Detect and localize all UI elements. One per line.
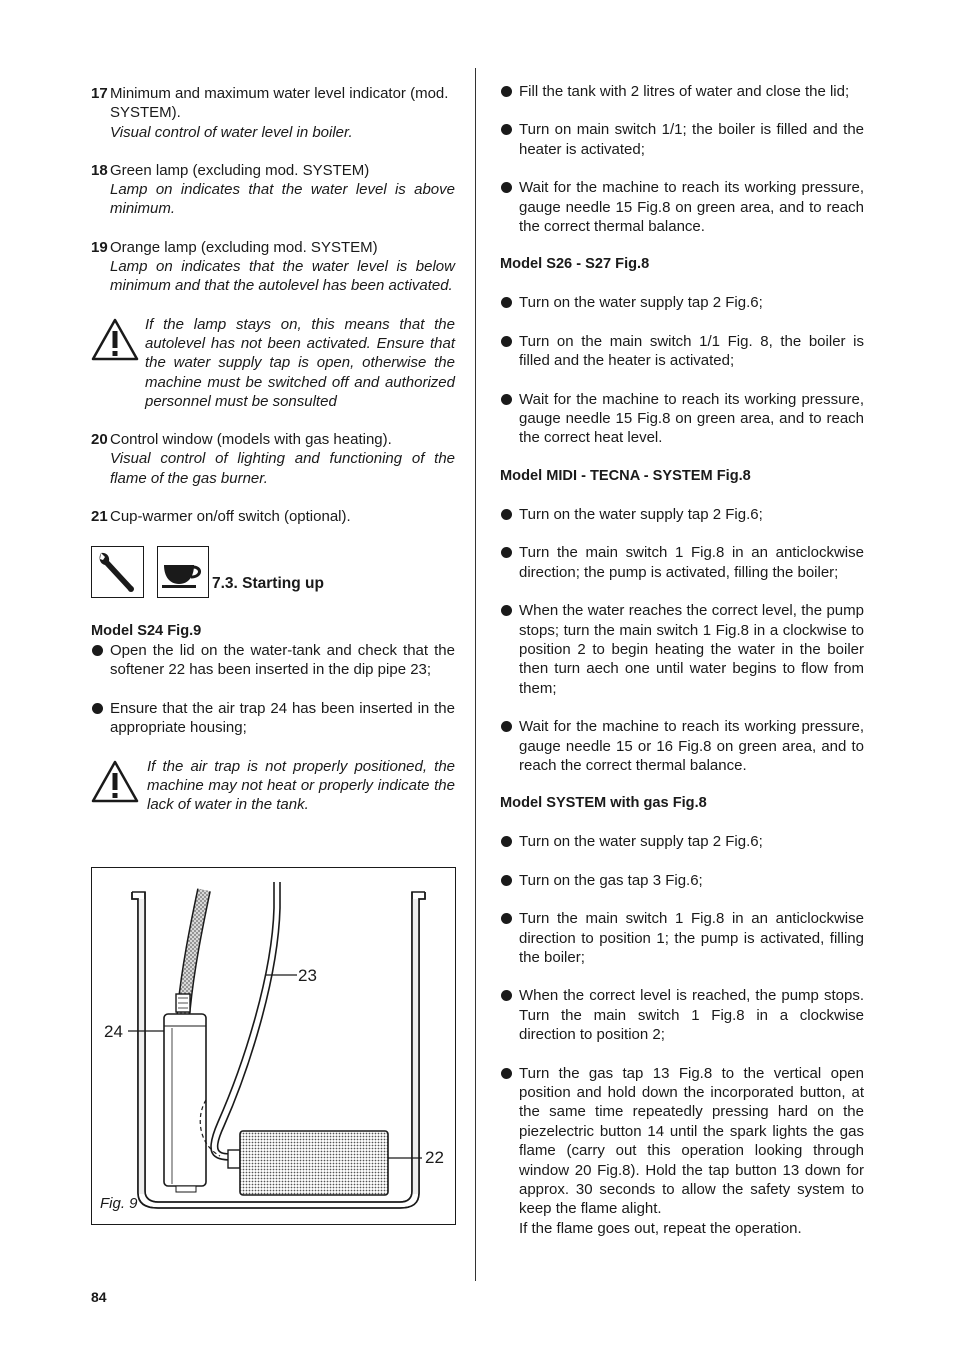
warning-text: If the lamp stays on, this means that the autolevel has not been activated. Ensure that the water supply tap is open, otherwise the machine must be switched off and authorized personnel must be sonsulted bbox=[145, 315, 455, 410]
list-item: Wait for the machine to reach its working pressure, gauge needle 15 Fig.8 on green area, and to reach the correct heat level. bbox=[500, 390, 864, 448]
left-column bbox=[91, 84, 455, 526]
item-number: 20 bbox=[91, 431, 108, 449]
item-desc: Lamp on indicates that the water level is below minimum and that the autolevel has been activated. bbox=[110, 258, 455, 295]
item-20 bbox=[91, 430, 455, 488]
figure-caption: Fig. 9 bbox=[100, 1195, 138, 1212]
list-item: Turn on the water supply tap 2 Fig.6; bbox=[500, 832, 864, 851]
item-title-cont: SYSTEM). bbox=[110, 104, 181, 122]
model-midi-heading: Model MIDI - TECNA - SYSTEM Fig.8 bbox=[500, 467, 751, 484]
item-title: Orange lamp (excluding mod. SYSTEM) bbox=[110, 238, 378, 256]
gas-final-note: If the flame goes out, repeat the operation. bbox=[519, 1219, 802, 1237]
list-item: Wait for the machine to reach its working pressure, gauge needle 15 Fig.8 on green area, and to reach the correct thermal balance. bbox=[500, 178, 864, 236]
list-item: Turn on main switch 1/1; the boiler is filled and the heater is activated; bbox=[500, 120, 864, 159]
item-18 bbox=[91, 161, 455, 219]
item-number: 21 bbox=[91, 508, 108, 526]
list-item: Turn the main switch 1 Fig.8 in an anticlockwise direction; the pump is activated, filling the boiler; bbox=[500, 543, 864, 582]
item-desc: Visual control of lighting and functioning of the flame of the gas burner. bbox=[110, 450, 455, 487]
item-number: 17 bbox=[91, 85, 108, 102]
model-s24-heading: Model S24 Fig.9 bbox=[91, 623, 202, 639]
wrench-icon bbox=[91, 546, 144, 598]
model-s26-heading: Model S26 - S27 Fig.8 bbox=[500, 256, 650, 273]
label-23: 23 bbox=[298, 966, 317, 985]
item-desc: Visual control of water level in boiler. bbox=[110, 123, 353, 141]
item-desc: Lamp on indicates that the water level is above minimum. bbox=[110, 181, 455, 218]
list-item: Turn on the water supply tap 2 Fig.6; bbox=[500, 293, 864, 312]
warning-icon bbox=[91, 317, 139, 361]
warning-text: If the air trap is not properly positioned, the machine may not heat or properly indicate the lack of water in the tank. bbox=[147, 757, 455, 814]
item-title: Control window (models with gas heating). bbox=[110, 431, 392, 449]
item-title: Green lamp (excluding mod. SYSTEM) bbox=[110, 161, 370, 179]
warning-icon bbox=[91, 759, 139, 803]
cup-icon bbox=[157, 546, 209, 598]
list-item: Turn the main switch 1 Fig.8 in an anticlockwise direction to position 1; the pump is activated, filling the boiler; bbox=[500, 909, 864, 967]
list-item: Turn on the main switch 1/1 Fig. 8, the boiler is filled and the heater is activated; bbox=[500, 332, 864, 371]
warning-lamp bbox=[91, 315, 455, 411]
item-number: 18 bbox=[91, 161, 108, 179]
label-22: 22 bbox=[425, 1148, 444, 1167]
model-system-gas-heading: Model SYSTEM with gas Fig.8 bbox=[500, 795, 707, 812]
list-item: Turn on the gas tap 3 Fig.6; bbox=[500, 871, 864, 890]
item-number: 19 bbox=[91, 238, 108, 256]
item-title: Minimum and maximum water level indicator (mod. bbox=[110, 85, 449, 102]
item-19 bbox=[91, 238, 455, 296]
section-title: 7.3. Starting up bbox=[212, 575, 324, 592]
page-number: 84 bbox=[91, 1289, 107, 1305]
list-item: When the correct level is reached, the pump stops. Turn the main switch 1 Fig.8 in a clockwise direction to position 2; bbox=[500, 986, 864, 1044]
list-item: Turn on the water supply tap 2 Fig.6; bbox=[500, 505, 864, 524]
item-title: Cup-warmer on/off switch (optional). bbox=[110, 508, 351, 526]
list-item: Wait for the machine to reach its working pressure, gauge needle 15 or 16 Fig.8 on green area, and to reach the correct thermal balance. bbox=[500, 717, 864, 775]
list-item: Open the lid on the water-tank and check that the softener 22 has been inserted in the dip pipe 23; bbox=[91, 641, 455, 680]
right-column bbox=[500, 82, 864, 1238]
column-divider bbox=[475, 68, 476, 1281]
list-item: Ensure that the air trap 24 has been inserted in the appropriate housing; bbox=[91, 699, 455, 738]
model-s24-section bbox=[91, 622, 455, 815]
tank-diagram bbox=[92, 868, 455, 1224]
list-item: Turn the gas tap 13 Fig.8 to the vertical open position and hold down the incorporated button, at the same time repeatedly pressing hard on the piezelectric button 14 until the spark lights the gas flame (carry out this operation looking through window 20 Fig.8). Hold the tap button 13 down for approx. 30 seconds to allow the safety system to keep the flame alight. bbox=[500, 1064, 864, 1219]
figure-9 bbox=[91, 867, 456, 1225]
label-24: 24 bbox=[104, 1022, 123, 1041]
list-item: Fill the tank with 2 litres of water and close the lid; bbox=[500, 82, 864, 101]
list-item: When the water reaches the correct level, the pump stops; turn the main switch 1 Fig.8 in a clockwise to position 2 to begin heating the water in the boiler then turn aech one until water begins to flow from them; bbox=[500, 601, 864, 698]
item-21 bbox=[91, 507, 455, 526]
item-17 bbox=[91, 84, 455, 142]
warning-air-trap bbox=[91, 757, 455, 815]
